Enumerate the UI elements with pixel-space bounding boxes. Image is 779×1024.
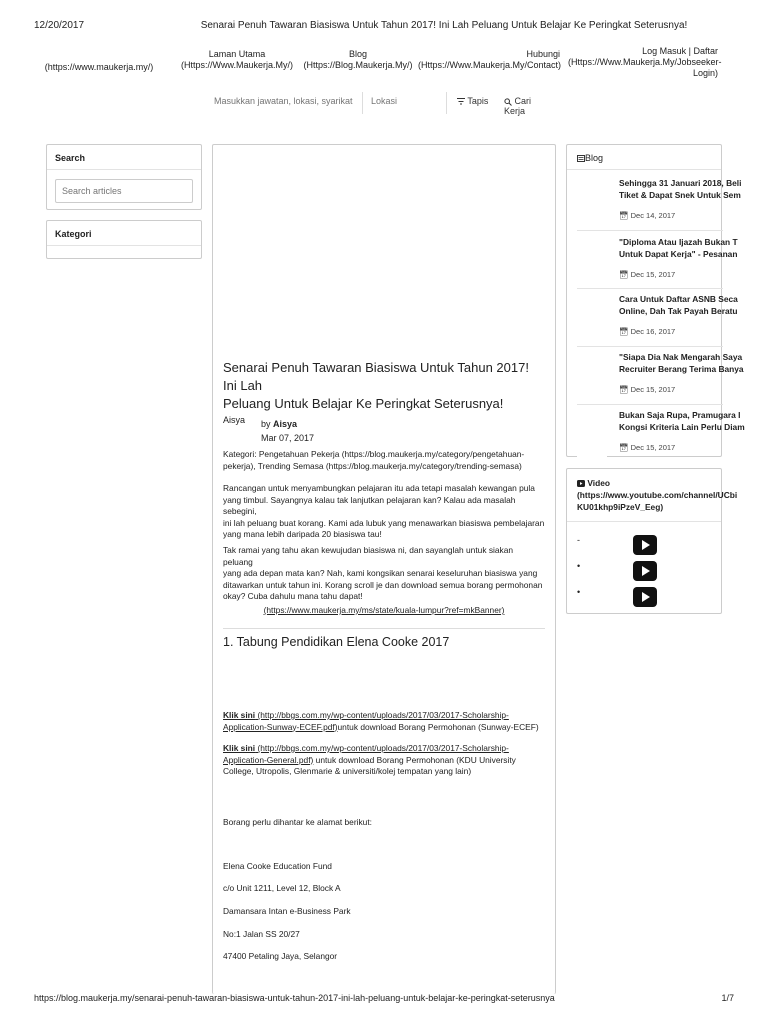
nav-blog[interactable] — [298, 49, 418, 71]
post-title — [619, 409, 779, 433]
post-date — [619, 327, 675, 336]
post-date — [619, 443, 675, 452]
download-text: untuk download Borang Permohonan (KDU University — [313, 754, 516, 765]
post-title-line: Cara Untuk Daftar ASNB Seca — [619, 294, 738, 304]
address-line: c/o Unit 1211, Level 12, Block A — [223, 883, 341, 893]
post-date-text: Dec 16, 2017 — [630, 327, 676, 336]
blog-post-item[interactable] — [577, 293, 777, 351]
nav-blog-label: Blog — [348, 49, 367, 59]
blog-widget — [566, 144, 745, 457]
post-title — [619, 293, 779, 317]
filter-icon — [457, 98, 465, 105]
find-job-label: Cari Kerja — [504, 96, 532, 116]
location-input[interactable] — [371, 96, 441, 106]
search-divider — [446, 92, 447, 114]
address-line: Elena Cooke Education Fund — [223, 861, 332, 871]
search-divider — [362, 92, 363, 114]
category-line: pekerja), Trending Semasa (https://blog.maukerja.my/category/trending-semasa) — [223, 460, 522, 471]
calendar-icon: 📅︎ — [619, 327, 631, 336]
video-title-line: KU01khp9iPzeV_Eeg) — [577, 502, 664, 512]
article-card — [212, 144, 556, 994]
author-avatar: Aisya — [223, 415, 246, 425]
calendar-icon: 📅︎ — [619, 385, 631, 394]
nav-laman-label: Laman Utama — [208, 49, 266, 59]
post-title-line: Recruiter Berang Terima Banya — [619, 364, 744, 374]
filter-label: Tapis — [467, 96, 489, 106]
calendar-icon: 📅︎ — [619, 443, 631, 452]
pdf-link-text: (http://bbgs.com.my/wp-content/uploads/2017/03/2017-Scholarship- — [255, 743, 509, 753]
article-date: Mar 07, 2017 — [261, 433, 315, 443]
blog-widget-title — [567, 145, 721, 163]
article-title-line: Peluang Untuk Belajar Ke Peringkat Seterusnya! — [223, 396, 504, 411]
divider — [577, 288, 723, 289]
job-keyword-input[interactable] — [214, 96, 362, 106]
post-date-text: Dec 15, 2017 — [630, 385, 676, 394]
address-line: Damansara Intan e-Business Park — [223, 906, 351, 916]
video-icon — [577, 480, 585, 487]
job-search-bar — [214, 96, 554, 116]
post-date — [619, 270, 675, 279]
divider — [567, 521, 721, 522]
newspaper-icon — [577, 155, 585, 162]
play-icon[interactable] — [633, 535, 657, 555]
nav-logo-link[interactable]: (https://www.maukerja.my/) — [44, 62, 154, 72]
post-thumbnail — [577, 351, 607, 401]
play-icon[interactable] — [633, 587, 657, 607]
post-title-line: "Siapa Dia Nak Mengarah Saya — [619, 352, 743, 362]
video-widget — [566, 468, 738, 614]
post-title — [619, 351, 779, 375]
nav-hubungi-label: Hubungi — [526, 49, 560, 59]
video-item[interactable] — [577, 561, 717, 583]
post-title — [619, 177, 779, 201]
post-thumbnail — [577, 409, 607, 459]
post-date — [619, 211, 675, 220]
search-icon — [504, 98, 512, 106]
article-categories[interactable] — [223, 449, 545, 472]
address-line: No:1 Jalan SS 20/27 — [223, 929, 300, 939]
text-line: Tak ramai yang tahu akan kewujudan biasiswa ni, dan sayanglah untuk siakan peluang — [223, 545, 514, 567]
text-line: yang timbul. Sayangnya kalau tak lanjutkan pelajaran kan? Kalau ada masalah sebegini, — [223, 494, 516, 516]
text-line: Rancangan untuk menyambungkan pelajaran itu ada tetapi masalah kewangan pula — [223, 483, 535, 493]
video-bullet: • — [577, 561, 581, 571]
print-title: Senarai Penuh Tawaran Biasiswa Untuk Tahun 2017! Ini Lah Peluang Untuk Belajar Ke Peringkat Seterusnya! — [200, 20, 688, 31]
text-line: ini lah peluang buat korang. Kami ada lubuk yang menawarkan biasiswa pembelajaran — [223, 517, 545, 528]
article-title-line: Senarai Penuh Tawaran Biasiswa Untuk Tahun 2017! Ini Lah — [223, 360, 529, 393]
nav-login-label: Log Masuk | Daftar — [642, 46, 718, 56]
text-line: yang ada depan mata kan? Nah, kami kongsikan senarai keseluruhan biasiswa yang — [223, 568, 538, 578]
by-prefix: by — [261, 419, 274, 429]
kategori-widget — [46, 220, 202, 259]
video-bullet: - — [577, 535, 580, 545]
print-date: 12/20/2017 — [34, 20, 85, 31]
category-line: Kategori: Pengetahuan Pekerja (https://blog.maukerja.my/category/pengetahuan- — [223, 449, 525, 459]
divider — [567, 169, 721, 170]
article-paragraph — [223, 545, 545, 603]
pdf-link-text: (http://bbgs.com.my/wp-content/uploads/2017/03/2017-Scholarship- — [255, 710, 509, 720]
nav-login-register[interactable] — [568, 46, 722, 79]
play-icon[interactable] — [633, 561, 657, 581]
nav-blog-url: (Https://Blog.Maukerja.My/) — [303, 60, 413, 70]
klik-sini-link[interactable]: Klik sini — [223, 743, 256, 753]
video-item[interactable] — [577, 535, 717, 557]
nav-hubungi[interactable] — [418, 49, 560, 71]
divider — [577, 346, 723, 347]
download-link-sunway — [223, 710, 545, 733]
blog-post-item[interactable] — [577, 409, 777, 467]
video-title-line: Video — [587, 478, 610, 488]
nav-login-url-1: (Https://Www.Maukerja.My/Jobseeker- — [568, 57, 722, 67]
section-heading: 1. Tabung Pendidikan Elena Cooke 2017 — [223, 635, 450, 649]
download-link-general — [223, 743, 545, 778]
text-line: yang mana lebih daripada 20 biasiswa tau! — [223, 529, 382, 539]
nav-hubungi-url: (Https://Www.Maukerja.My/Contact) — [418, 60, 562, 70]
author-link[interactable]: Aisya — [273, 419, 298, 429]
download-text: College, Utropolis, Glenmarie & universiti/kolej tempatan yang lain) — [223, 766, 472, 776]
article-paragraph — [223, 483, 545, 541]
post-date-text: Dec 14, 2017 — [630, 211, 676, 220]
post-title-line: Online, Dah Tak Payah Beratu — [619, 306, 738, 316]
article-title — [223, 359, 545, 413]
calendar-icon: 📅︎ — [619, 270, 631, 279]
video-bullet: • — [577, 587, 581, 597]
blog-post-item[interactable] — [577, 177, 777, 235]
print-url: https://blog.maukerja.my/senarai-penuh-tawaran-biasiswa-untuk-tahun-2017-ini-lah-peluang-untuk-belajar-ke-peringkat-seterusnya — [34, 993, 555, 1003]
video-widget-title[interactable] — [577, 477, 747, 513]
blog-post-item[interactable] — [577, 351, 777, 409]
post-date — [619, 385, 675, 394]
download-text: untuk download Borang Permohonan (Sunway-ECEF) — [337, 721, 539, 732]
divider — [47, 245, 201, 246]
divider — [577, 404, 723, 405]
calendar-icon: 📅︎ — [619, 211, 631, 220]
address-line: 47400 Petaling Jaya, Selangor — [223, 951, 338, 961]
nav-laman-utama[interactable] — [176, 49, 298, 71]
post-date-text: Dec 15, 2017 — [630, 270, 676, 279]
text-line: ditawarkan untuk tahun ini. Korang scroll je dan download semua borang permohonan — [223, 579, 543, 590]
post-title-line: Untuk Dapat Kerja" - Pesanan — [619, 249, 738, 259]
print-page-number: 1/7 — [721, 993, 734, 1003]
divider — [47, 169, 201, 170]
post-title-line: Kongsi Kriteria Lain Perlu Diam — [619, 422, 745, 432]
search-widget-title: Search — [55, 153, 86, 163]
find-job-button[interactable] — [504, 96, 554, 116]
klik-sini-link[interactable]: Klik sini — [223, 710, 256, 720]
nav-laman-url: (Https://Www.Maukerja.My/) — [180, 60, 293, 70]
filter-button[interactable] — [457, 96, 488, 106]
post-date-text: Dec 15, 2017 — [630, 443, 676, 452]
text-line: okay? Cuba dahulu mana tahu dapat! — [223, 591, 363, 601]
article-meta — [261, 417, 314, 445]
blog-post-item[interactable] — [577, 236, 777, 294]
search-widget — [46, 144, 202, 210]
post-thumbnail — [577, 293, 607, 343]
banner-link[interactable]: (https://www.maukerja.my/ms/state/kuala-lumpur?ref=mkBanner) — [263, 605, 505, 615]
section-divider — [223, 628, 545, 629]
post-title — [619, 236, 779, 260]
post-title-line: "Diploma Atau Ijazah Bukan T — [619, 237, 738, 247]
kategori-widget-title: Kategori — [55, 229, 92, 239]
post-thumbnail — [577, 236, 607, 286]
pdf-link-text: Application-General.pdf) — [223, 754, 314, 765]
post-title-line: Bukan Saja Rupa, Pramugara I — [619, 410, 741, 420]
search-articles-input[interactable] — [55, 179, 193, 203]
post-thumbnail — [577, 177, 607, 227]
address-intro: Borang perlu dihantar ke alamat berikut: — [223, 817, 372, 827]
post-title-line: Sehingga 31 Januari 2018, Beli — [619, 178, 742, 188]
top-nav — [40, 46, 720, 82]
video-title-line: (https://www.youtube.com/channel/UCbi — [577, 490, 738, 500]
blog-title-text: Blog — [585, 153, 604, 163]
video-item[interactable] — [577, 587, 717, 609]
pdf-link-text: Application-Sunway-ECEF.pdf) — [223, 721, 338, 732]
divider — [577, 230, 723, 231]
post-title-line: Tiket & Dapat Snek Untuk Sem — [619, 190, 741, 200]
nav-login-url-2: Login) — [692, 68, 718, 78]
